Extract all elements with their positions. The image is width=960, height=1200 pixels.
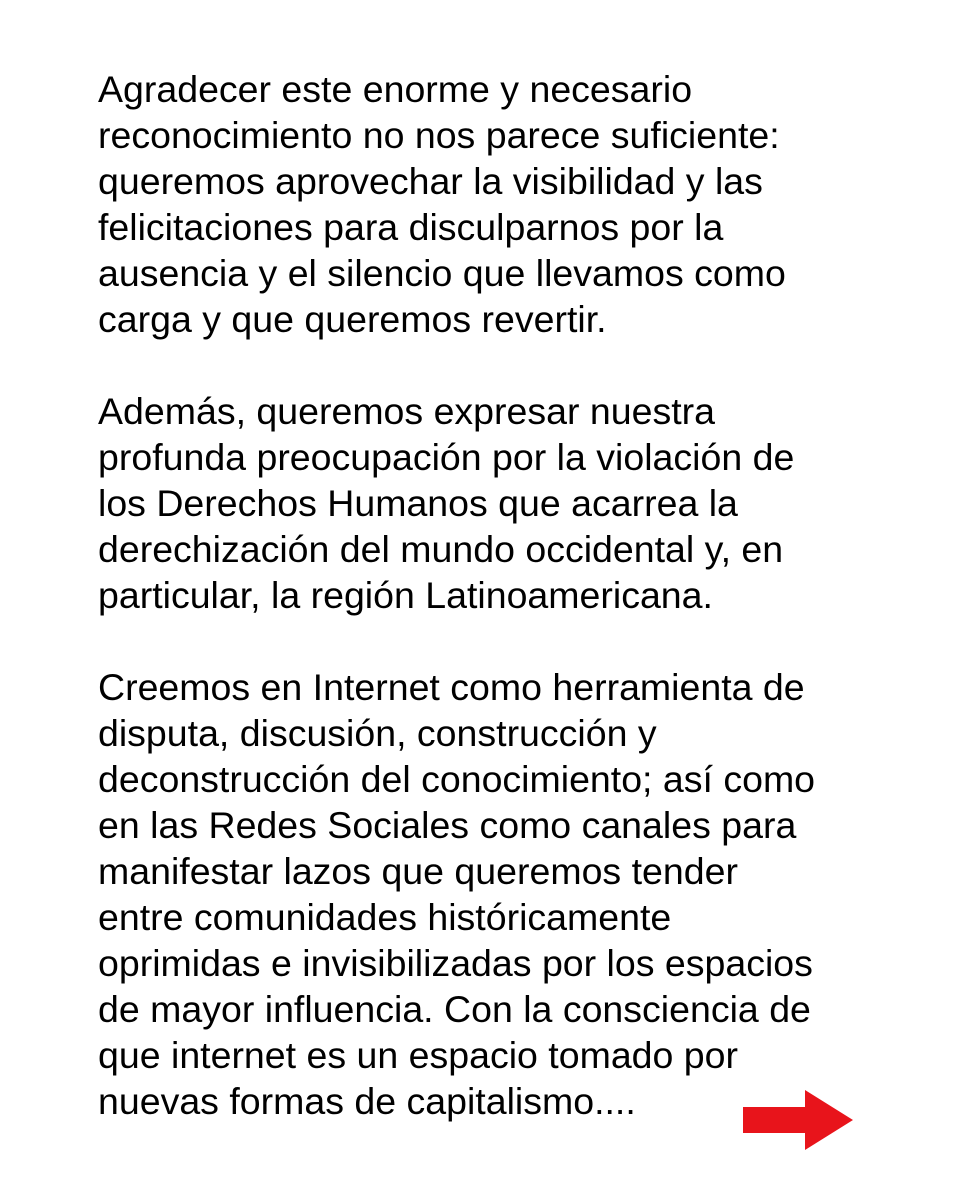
- paragraph-1: [98, 66, 898, 342]
- text-line: profunda preocupación por la violación de: [98, 436, 795, 478]
- next-arrow-button[interactable]: [743, 1090, 853, 1150]
- text-line: manifestar lazos que queremos tender: [98, 850, 738, 892]
- text-line: oprimidas e invisibilizadas por los espacios: [98, 942, 813, 984]
- right-arrow-icon: [743, 1090, 853, 1150]
- text-line: Creemos en Internet como herramienta de: [98, 666, 805, 708]
- text-line: disputa, discusión, construcción y: [98, 712, 657, 754]
- text-line: entre comunidades históricamente: [98, 896, 672, 938]
- text-line: reconocimiento no nos parece suficiente:: [98, 114, 780, 156]
- text-line: ausencia y el silencio que llevamos como: [98, 252, 786, 294]
- text-line: queremos aprovechar la visibilidad y las: [98, 160, 763, 202]
- text-line: Además, queremos expresar nuestra: [98, 390, 715, 432]
- paragraph-2: [98, 388, 898, 618]
- text-line: Agradecer este enorme y necesario: [98, 68, 693, 110]
- text-line: que internet es un espacio tomado por: [98, 1034, 739, 1076]
- text-line: de mayor influencia. Con la consciencia de: [98, 988, 811, 1030]
- text-line: carga y que queremos revertir.: [98, 298, 607, 340]
- text-line: los Derechos Humanos que acarrea la: [98, 482, 738, 524]
- text-line: derechización del mundo occidental y, en: [98, 528, 784, 570]
- body-text: [98, 66, 898, 1170]
- text-line: nuevas formas de capitalismo....: [98, 1080, 636, 1122]
- text-line: particular, la región Latinoamericana.: [98, 574, 713, 616]
- text-line: deconstrucción del conocimiento; así como: [98, 758, 816, 800]
- text-line: felicitaciones para disculparnos por la: [98, 206, 724, 248]
- paragraph-3: [98, 664, 898, 1124]
- text-line: en las Redes Sociales como canales para: [98, 804, 797, 846]
